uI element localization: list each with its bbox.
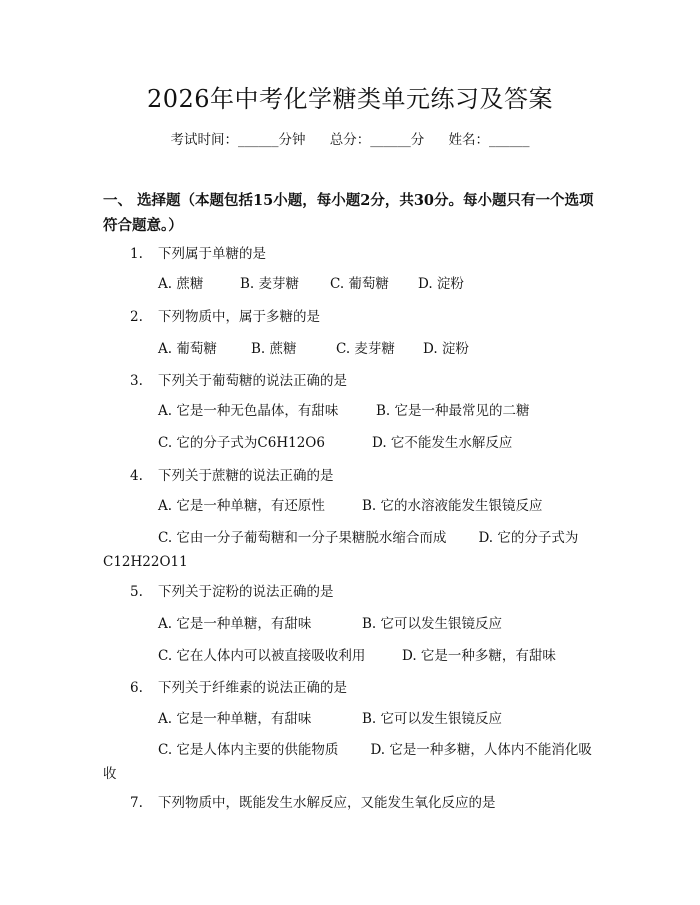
options-row (158, 339, 598, 359)
student-name-field: 姓名：______ (448, 132, 530, 148)
question-4 (130, 466, 334, 486)
options-wrapped-row (103, 738, 600, 786)
options-row (158, 433, 598, 453)
option-b: B. 它可以发生银镜反应 (362, 616, 503, 632)
question-number: 2. (130, 309, 143, 325)
option-c: C. 它是人体内主要的供能物质 (158, 742, 339, 758)
option-a: A. 它是一种无色晶体，有甜味 (158, 403, 339, 419)
option-a: A. 它是一种单糖，有甜味 (158, 711, 312, 727)
total-score-field: 总分：______分 (329, 132, 425, 148)
option-c: C. 葡萄糖 (330, 276, 389, 292)
question-2 (130, 307, 320, 327)
option-d: D. 它是一种多糖，有甜味 (402, 648, 556, 664)
question-text: 下列物质中，既能发生水解反应，又能发生氧化反应的是 (158, 795, 496, 811)
option-b: B. 它的水溶液能发生银镜反应 (362, 498, 543, 514)
question-number: 5. (130, 584, 143, 600)
section-header: 一、 选择题（本题包括15小题，每小题2分，共30分。每小题只有一个选项符合题意。） (103, 192, 594, 234)
option-d: D. 它不能发生水解反应 (372, 435, 513, 451)
question-1 (130, 244, 266, 264)
option-c: C. 它在人体内可以被直接吸收利用 (158, 648, 366, 664)
question-7 (130, 793, 496, 813)
option-b: B. 麦芽糖 (240, 276, 300, 292)
options-row (158, 646, 598, 666)
option-b: B. 蔗糖 (251, 341, 297, 357)
options-row (158, 496, 598, 516)
option-d: D. 淀粉 (423, 341, 469, 357)
question-number: 4. (130, 468, 143, 484)
page-title: 2026年中考化学糖类单元练习及答案 (146, 85, 554, 113)
option-b: B. 它是一种最常见的二糖 (376, 403, 530, 419)
options-row (158, 614, 598, 634)
question-3 (130, 371, 347, 391)
option-a: A. 蔗糖 (158, 276, 204, 292)
exam-info-line (0, 130, 700, 150)
question-text: 下列物质中，属于多糖的是 (158, 309, 320, 325)
options-wrapped-row (103, 526, 600, 574)
question-number: 3. (130, 373, 143, 389)
option-c: C. 它由一分子葡萄糖和一分子果糖脱水缩合而成 (158, 530, 447, 546)
question-6 (130, 678, 347, 698)
option-a: A. 它是一种单糖，有甜味 (158, 616, 312, 632)
exam-time-field: 考试时间：______分钟 (170, 132, 306, 148)
option-d: D. 淀粉 (418, 276, 464, 292)
question-text: 下列关于淀粉的说法正确的是 (158, 584, 334, 600)
question-text: 下列关于纤维素的说法正确的是 (158, 680, 347, 696)
question-number: 7. (130, 795, 143, 811)
question-number: 1. (130, 246, 143, 262)
options-row (158, 709, 598, 729)
option-a: A. 葡萄糖 (158, 341, 217, 357)
question-text: 下列关于蔗糖的说法正确的是 (158, 468, 334, 484)
option-b: B. 它可以发生银镜反应 (362, 711, 503, 727)
question-5 (130, 582, 334, 602)
options-row (158, 274, 598, 294)
option-c: C. 它的分子式为C6H12O6 (158, 435, 325, 451)
question-text: 下列关于葡萄糖的说法正确的是 (158, 373, 347, 389)
question-number: 6. (130, 680, 143, 696)
options-row (158, 401, 598, 421)
option-d: D. 它是一种多糖，人体内不能消化吸收 (103, 742, 592, 782)
option-c: C. 麦芽糖 (336, 341, 395, 357)
option-a: A. 它是一种单糖，有还原性 (158, 498, 325, 514)
question-text: 下列属于单糖的是 (158, 246, 266, 262)
option-d: D. 它的分子式为C12H22O11 (103, 530, 579, 570)
